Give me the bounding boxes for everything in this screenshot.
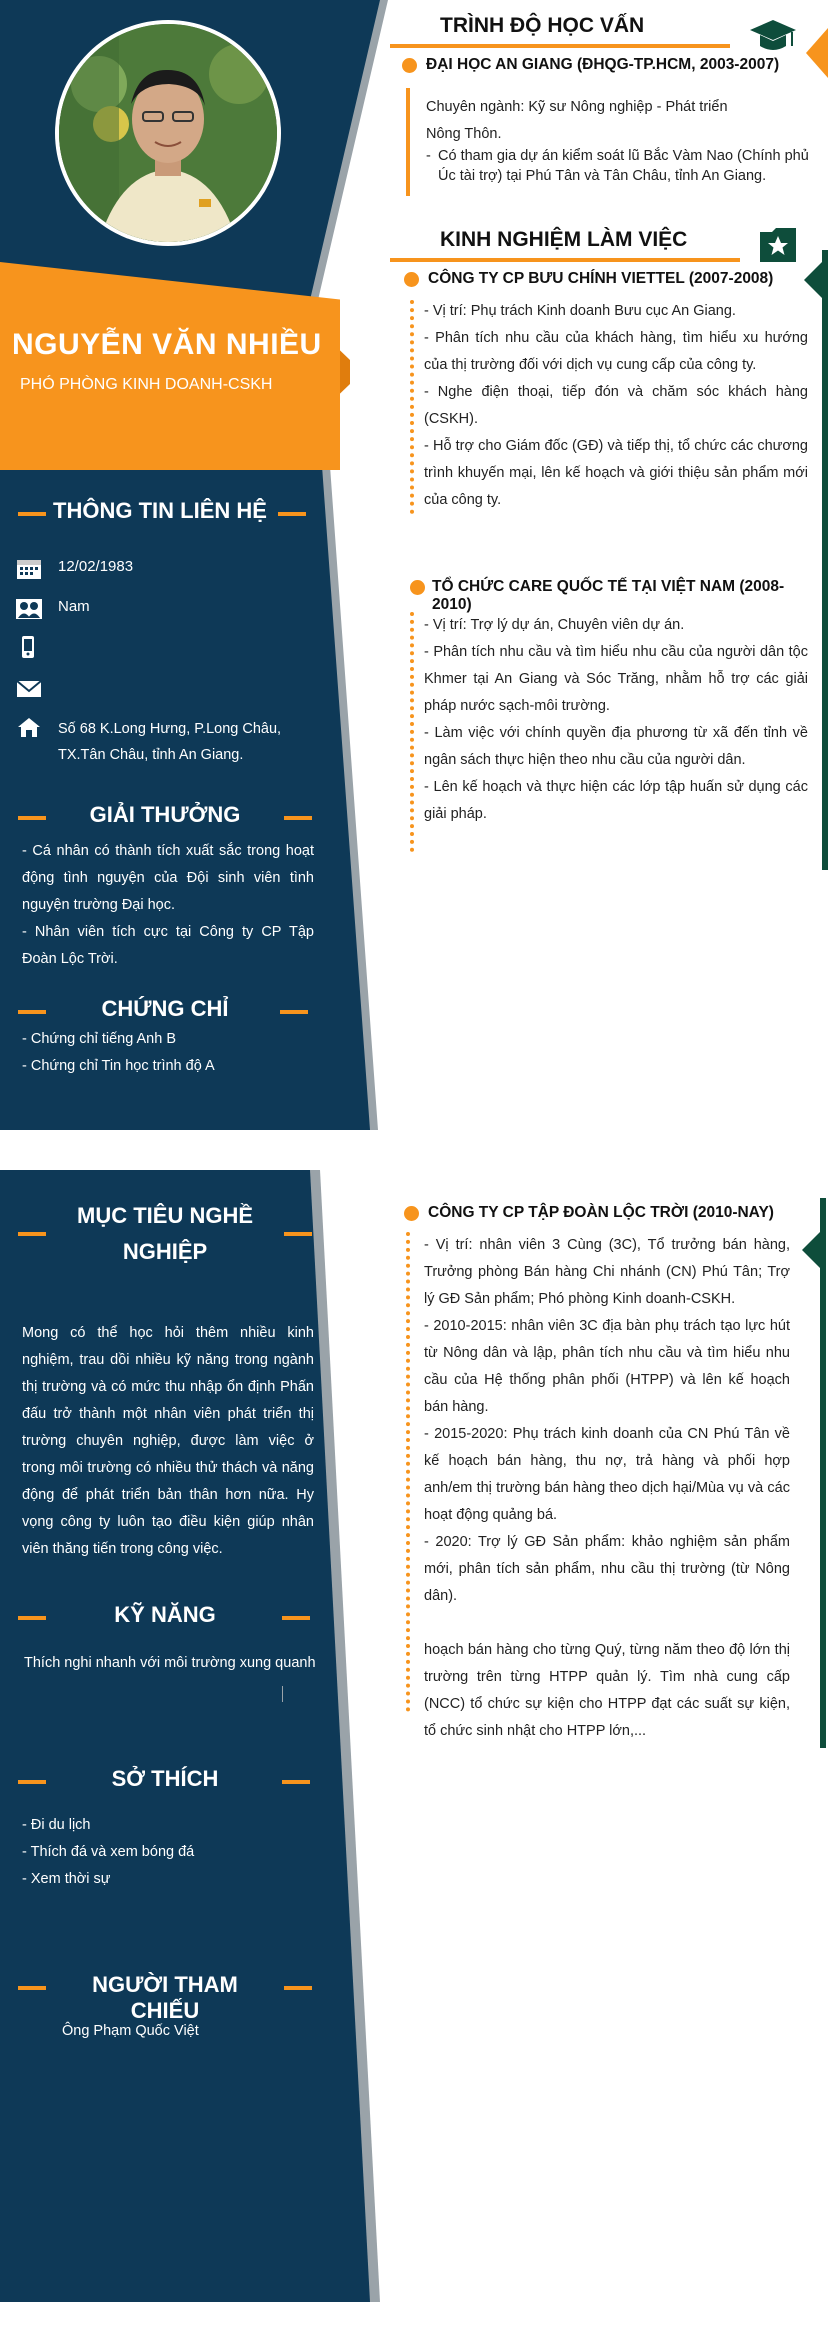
heading-dash bbox=[18, 1232, 46, 1236]
job-line: - 2015-2020: Phụ trách kinh doanh của CN Phú Tân về kế hoạch bán hàng, thu nợ, trả hàng và phối hợp anh/em thị trường bán hàng theo dịch hại/Mùa vụ và các hoạt động quảng bá. bbox=[424, 1426, 790, 1523]
references-heading: NGƯỜI THAM CHIẾU bbox=[92, 1972, 238, 2023]
hobbies-heading: SỞ THÍCH bbox=[111, 1766, 219, 1791]
education-project-row bbox=[426, 146, 822, 186]
calendar-icon bbox=[16, 558, 42, 580]
job-details bbox=[424, 612, 808, 828]
candidate-position: PHÓ PHÒNG KINH DOANH-CSKH bbox=[20, 376, 273, 393]
education-project: Có tham gia dự án kiểm soát lũ Bắc Vàm Nao (Chính phủ Úc tài trợ) tại Phú Tân và Tân Châu, tỉnh An Giang. bbox=[438, 148, 809, 184]
contact-heading: THÔNG TIN LIÊN HỆ bbox=[53, 498, 267, 523]
timeline-line bbox=[406, 88, 410, 196]
experience-heading: KINH NGHIỆM LÀM VIỆC bbox=[440, 228, 688, 251]
heading-dash bbox=[18, 1986, 46, 1990]
job-line: - Vị trí: Phụ trách Kinh doanh Bưu cục An Giang. bbox=[424, 303, 736, 319]
timeline-dotted-line bbox=[410, 300, 414, 514]
heading-dash bbox=[18, 1616, 46, 1620]
hobbies-list bbox=[22, 1812, 314, 1893]
edge-marker bbox=[802, 1232, 820, 1268]
bullet-dash: - bbox=[426, 148, 431, 164]
education-heading: TRÌNH ĐỘ HỌC VẤN bbox=[440, 14, 645, 37]
hobby-item: - Đi du lịch bbox=[22, 1817, 91, 1833]
contact-birthday bbox=[16, 558, 133, 580]
objective-text: Mong có thể học hỏi thêm nhiều kinh nghiệm, trau dồi nhiều kỹ năng trong ngành thị trường và có mức thu nhập ổn định Phấn đấu trở thành một nhân viên phát triển thị trường chuyên nghiệp, được làm việc ở trong môi trường có nhiều thử thách và năng động để phát triển bản thân hơn nữa. Hy vọng công ty luôn tạo điều kiện giúp nhân viên thăng tiến trong công việc. bbox=[22, 1325, 314, 1557]
job-line: - Vị trí: Trợ lý dự án, Chuyên viên dự án. bbox=[424, 617, 685, 633]
certificate-item: - Chứng chỉ Tin học trình độ A bbox=[22, 1058, 215, 1074]
heading-dash bbox=[284, 1232, 312, 1236]
timeline-dot bbox=[404, 272, 419, 287]
heading-dash bbox=[278, 512, 306, 516]
gender-value: Nam bbox=[58, 598, 90, 615]
job-line: - Nghe điện thoại, tiếp đón và chăm sóc khách hàng (CSKH). bbox=[424, 384, 808, 427]
hobby-item: - Thích đá và xem bóng đá bbox=[22, 1844, 195, 1860]
job-line: - 2010-2015: nhân viên 3C địa bàn phụ trách tạo lực hút từ Nông dân và lập, phân tích nhu cầu và tìm hiểu nhu cầu của Hệ thống phân phối (HTPP) và lên kế hoạch bán hàng. bbox=[424, 1318, 790, 1415]
portrait-image bbox=[59, 24, 277, 242]
certificates-list bbox=[22, 1026, 314, 1080]
skills-heading: KỸ NĂNG bbox=[114, 1602, 216, 1627]
education-school: ĐẠI HỌC AN GIANG (ĐHQG-TP.HCM, 2003-2007) bbox=[426, 56, 780, 73]
objective-heading bbox=[60, 1198, 270, 1270]
award-item: - Cá nhân có thành tích xuất sắc trong hoạt động tình nguyện của Đội sinh viên tình nguyện trường Đại học. bbox=[22, 843, 314, 913]
education-major: Chuyên ngành: Kỹ sư Nông nghiệp - Phát triển Nông Thôn. bbox=[426, 99, 728, 142]
right-accent-bar bbox=[822, 250, 828, 870]
contact-gender bbox=[16, 598, 90, 620]
certificates-heading: CHỨNG CHỈ bbox=[101, 996, 229, 1021]
heading-underline bbox=[390, 44, 730, 48]
timeline-dotted-line bbox=[406, 1232, 410, 1712]
profile-photo bbox=[55, 20, 281, 246]
job-line: - Hỗ trợ cho Giám đốc (GĐ) và tiếp thị, tổ chức các chương trình khuyến mại, lên kế hoạch và giới thiệu sản phẩm mới của công ty. bbox=[424, 438, 808, 508]
heading-underline bbox=[390, 258, 740, 262]
job-details bbox=[424, 1232, 790, 1745]
job-line: - Làm việc với chính quyền địa phương từ xã đến tỉnh về ngân sách thực hiện theo nhu cầu của người dân. bbox=[424, 725, 808, 768]
heading-dash bbox=[280, 1010, 308, 1014]
job-line: - Phân tích nhu cầu và tìm hiểu nhu cầu của người dân tộc Khmer tại An Giang và Sóc Trăng, nhằm hỗ trợ các giải pháp nước sạch-môi trường. bbox=[424, 644, 808, 714]
home-icon bbox=[16, 716, 42, 738]
heading-dash bbox=[18, 512, 46, 516]
heading-dash bbox=[18, 1010, 46, 1014]
objective-heading-line: NGHIỆP bbox=[122, 1239, 208, 1264]
candidate-name: NGUYỄN VĂN NHIỀU bbox=[12, 328, 322, 361]
contact-phone bbox=[16, 636, 58, 658]
birthday-value: 12/02/1983 bbox=[58, 558, 134, 575]
job-company: TỔ CHỨC CARE QUỐC TẾ TẠI VIỆT NAM (2008- 2010) bbox=[432, 578, 785, 613]
job-details bbox=[424, 298, 808, 514]
awards-list bbox=[22, 838, 314, 973]
awards-heading: GIẢI THƯỞNG bbox=[89, 802, 241, 827]
contact-address bbox=[16, 716, 326, 768]
objective-heading-line: MỤC TIÊU NGHỀ bbox=[77, 1203, 253, 1228]
job-company: CÔNG TY CP BƯU CHÍNH VIETTEL (2007-2008) bbox=[428, 270, 774, 287]
heading-dash bbox=[18, 1780, 46, 1784]
job-line: - 2020: Trợ lý GĐ Sản phẩm: khảo nghiệm sản phẩm mới, phân tích sản phẩm, nhu cầu thị trường (từ Nông dân). bbox=[424, 1534, 790, 1604]
job-line: hoạch bán hàng cho từng Quý, từng năm theo độ lớn thị trường trên từng HTPP quản lý. Tìm nhà cung cấp (NCC) tổ chức sự kiện cho HTPP đạt các suất sự kiện, tổ chức sinh nhật cho HTPP lớn,... bbox=[424, 1642, 790, 1739]
heading-dash bbox=[284, 1986, 312, 1990]
right-accent-bar bbox=[820, 1198, 826, 1748]
heading-dash bbox=[18, 816, 46, 820]
heading-dash bbox=[282, 1780, 310, 1784]
timeline-dotted-line bbox=[410, 612, 414, 852]
reference-name: Ông Phạm Quốc Việt bbox=[62, 2023, 199, 2039]
phone-icon bbox=[16, 636, 42, 658]
mail-icon bbox=[16, 678, 42, 700]
job-line: - Phân tích nhu cầu của khách hàng, tìm hiểu xu hướng của thị trường đối với dịch vụ cung cấp của công ty. bbox=[424, 330, 808, 373]
heading-dash bbox=[282, 1616, 310, 1620]
timeline-dot bbox=[404, 1206, 419, 1221]
certificate-item: - Chứng chỉ tiếng Anh B bbox=[22, 1031, 176, 1047]
hobby-item: - Xem thời sự bbox=[22, 1871, 111, 1887]
contact-email bbox=[16, 678, 58, 700]
job-line: - Vị trí: nhân viên 3 Cùng (3C), Tổ trưởng bán hàng, Trưởng phòng Bán hàng Chi nhánh (CN) Phú Tân; Trợ lý GĐ Sản phẩm; Phó phòng Kinh doanh-CSKH. bbox=[424, 1237, 790, 1307]
people-icon bbox=[16, 598, 42, 620]
briefcase-star-icon bbox=[758, 226, 798, 264]
timeline-dot bbox=[402, 58, 417, 73]
heading-dash bbox=[284, 816, 312, 820]
text-cursor bbox=[282, 1686, 283, 1702]
edge-marker bbox=[806, 28, 828, 78]
address-value: Số 68 K.Long Hưng, P.Long Châu, TX.Tân Châu, tỉnh An Giang. bbox=[58, 721, 282, 763]
award-item: - Nhân viên tích cực tại Công ty CP Tập Đoàn Lộc Trời. bbox=[22, 924, 314, 967]
skills-text: Thích nghi nhanh với môi trường xung quanh bbox=[24, 1655, 316, 1671]
edge-marker bbox=[804, 262, 822, 298]
graduation-cap-icon bbox=[748, 18, 798, 56]
job-line: - Lên kế hoạch và thực hiện các lớp tập huấn sử dụng các giải pháp. bbox=[424, 779, 808, 822]
job-company: CÔNG TY CP TẬP ĐOÀN LỘC TRỜI (2010-NAY) bbox=[428, 1204, 774, 1221]
timeline-dot bbox=[410, 580, 425, 595]
